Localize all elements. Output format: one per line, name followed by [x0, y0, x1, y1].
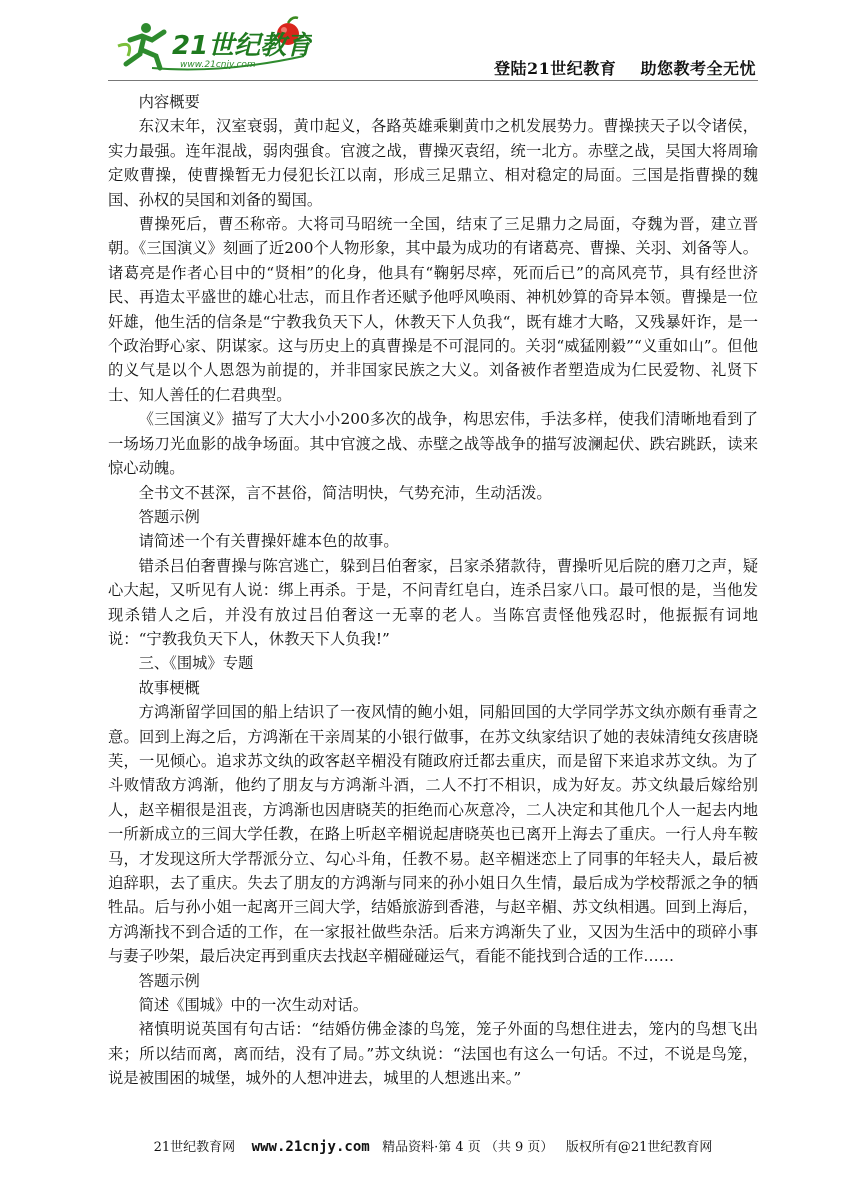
section-heading: 三、《围城》专题 [138, 654, 254, 673]
question: 简述《围城》中的一次生动对话。 [138, 996, 369, 1015]
footer-copyright: 版权所有@21世纪教育网 [565, 1140, 713, 1155]
document-body [108, 90, 758, 1091]
section-label: 内容概要 [138, 93, 200, 111]
question: 请简述一个有关曹操奸雄本色的故事。 [138, 532, 399, 551]
answer: 褚慎明说英国有句古话：“结婚仿佛金漆的鸟笼，笼子外面的鸟想住进去，笼内的鸟想飞出来；所以结而离，离而结，没有了局。”苏文纨说：“法国也有这么一句话。不过，不说是鸟笼，说是被围困的城堡，城外的人想冲进去，城里的人想逃出来。” [108, 1020, 758, 1088]
page-footer [108, 1136, 758, 1155]
answer: 错杀吕伯奢曹操与陈宫逃亡，躲到吕伯奢家，吕家杀猪款待，曹操听见后院的磨刀之声，疑心大起，又听见有人说：绑上再杀。于是，不问青红皂白，连杀吕家八口。最可恨的是，当他发现杀错人之后，并没有放过吕伯奢这一无辜的老人。当陈宫责怪他残忍时，他振振有词地说：“宁教我负天下人，休教天下人负我!” [108, 556, 758, 648]
section-label: 答题示例 [138, 507, 200, 526]
page-header [0, 0, 860, 86]
footer-page-info: 精品资料·第 4 页 （共 9 页） [382, 1140, 554, 1155]
header-slogan: 登陆21世纪教育 助您教考全无忧 [493, 59, 756, 78]
paragraph: 全书文不甚深，言不甚俗，简洁明快，气势充沛，生动活泼。 [138, 483, 552, 502]
paragraph: 方鸿渐留学回国的船上结识了一夜风情的鲍小姐，同船回国的大学同学苏文纨亦颇有垂青之意。回到上海之后，方鸿渐在干亲周某的小银行做事，在苏文纨家结识了她的表妹清纯女孩唐晓芙，一见倾心。追求苏文纨的政客赵辛楣没有随政府迁都去重庆，而是留下来追求苏文纨。为了斗败情敌方鸿渐，他约了朋友与方鸿渐斗酒，二人不打不相识，成为好友。苏文纨最后嫁给别人，赵辛楣很是沮丧，方鸿渐也因唐晓芙的拒绝而心灰意冷，二人决定和其他几个人一起去内地一所新成立的三闾大学任教，在路上听赵辛楣说起唐晓英也已离开上海去了重庆。一行人舟车鞍马，才发现这所大学帮派分立、勾心斗角，任教不易。赵辛楣迷恋上了同事的年轻夫人，最后被迫辞职，去了重庆。失去了朋友的方鸿渐与同来的孙小姐日久生情，最后成为学校帮派之争的牺牲品。后与孙小姐一起离开三闾大学，结婚旅游到香港，与赵辛楣、苏文纨相遇。回到上海后，方鸿渐找不到合适的工作，在一家报社做些杂活。后来方鸿渐失了业，又因为生活中的琐碎小事与妻子吵架，最后决定再到重庆去找赵辛楣碰碰运气，看能不能找到合适的工作…… [108, 703, 758, 966]
site-logo [112, 10, 312, 76]
logo-text: 21世纪教育 [172, 31, 312, 61]
section-label: 故事梗概 [138, 678, 200, 697]
paragraph: 东汉末年，汉室衰弱，黄巾起义，各路英雄乘剿黄巾之机发展势力。曹操挟天子以令诸侯，实力最强。连年混战，弱肉强食。官渡之战，曹操灭袁绍，统一北方。赤壁之战，吴国大将周瑜定败曹操，使曹操暂无力侵犯长江以南，形成三足鼎立、相对稳定的局面。三国是指曹操的魏国、孙权的吴国和刘备的蜀国。 [108, 117, 758, 209]
paragraph: 《三国演义》描写了大大小小200多次的战争，构思宏伟，手法多样，使我们清晰地看到了一场场刀光血影的战争场面。其中官渡之战、赤壁之战等战争的描写波澜起伏、跌宕跳跃，读来惊心动魄。 [108, 410, 758, 478]
footer-org: 21世纪教育网 [153, 1140, 236, 1155]
header-divider [108, 80, 758, 81]
footer-site-link[interactable]: www.21cnjy.com [251, 1139, 370, 1155]
section-label: 答题示例 [138, 971, 200, 990]
paragraph: 曹操死后，曹丕称帝。大将司马昭统一全国，结束了三足鼎力之局面，夺魏为晋，建立晋朝。《三国演义》刻画了近200个人物形象，其中最为成功的有诸葛亮、曹操、关羽、刘备等人。诸葛亮是作者心目中的“贤相”的化身，他具有“鞠躬尽瘁，死而后已”的高风亮节，具有经世济民、再造太平盛世的雄心壮志，而且作者还赋予他呼风唤雨、神机妙算的奇异本领。曹操是一位奸雄，他生活的信条是“宁教我负天下人，休教天下人负我“，既有雄才大略，又残暴奸诈，是一个政治野心家、阴谋家。这与历史上的真曹操是不可混同的。关羽“威猛刚毅”“义重如山”。但他的义气是以个人恩怨为前提的，并非国家民族之大义。刘备被作者塑造成为仁民爱物、礼贤下士、知人善任的仁君典型。 [108, 215, 758, 404]
logo-url: www.21cnjy.com [180, 60, 256, 70]
